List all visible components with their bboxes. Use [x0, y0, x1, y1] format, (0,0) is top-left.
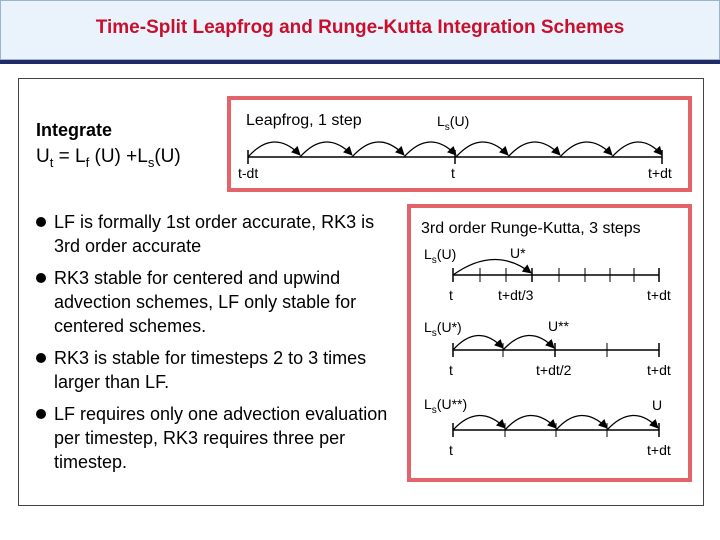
eq-s-sub: s — [147, 154, 155, 170]
leapfrog-ls-label: $L_s(U)$ — [437, 113, 470, 133]
rk3-stage3-tick-label: t — [449, 442, 453, 458]
rk3-stage1-result: U* — [510, 245, 526, 261]
eq-lhs: U — [36, 146, 50, 167]
rk3-stage2-tick-label: t — [449, 362, 453, 378]
rk3-stage3-result: U — [652, 397, 663, 413]
rk3-stage2-tick-label: t+dt — [647, 362, 671, 378]
leapfrog-tick-label: t+dt — [648, 165, 672, 181]
integrate-label: Integrate — [36, 120, 113, 140]
rk3-stage2-ls-label: $L_s(U*)$ — [424, 319, 462, 339]
bullet-item: RK3 is stable for timesteps 2 to 3 times larger than LF. — [30, 346, 402, 394]
leapfrog-tick-label: t — [451, 165, 455, 181]
bullet-item: LF is formally 1st order accurate, RK3 is 3rd order accurate — [30, 210, 402, 258]
rk3-stage2-tick-label: t+dt/2 — [536, 362, 572, 378]
bullet-item: RK3 stable for centered and upwind advection schemes, LF only stable for centered schemes. — [30, 266, 402, 338]
rk3-title: 3rd order Runge-Kutta, 3 steps — [421, 220, 641, 237]
rk3-stage3-tick-label: t+dt — [647, 442, 671, 458]
rk3-stage1-tick-label: t+dt — [647, 287, 671, 303]
rk3-stage2-result: U** — [548, 318, 570, 334]
rk3-stage1-ls-label: $L_s(U)$ — [424, 246, 457, 266]
bullet-item: LF requires only one advection evaluation per timestep, RK3 requires three per timestep. — [30, 402, 402, 474]
rk3-stage1-tick-label: t — [449, 287, 453, 303]
eq-mid: (U) +L — [89, 146, 148, 167]
eq-lhs-sub: t — [49, 154, 54, 170]
rk3-stage1-tick-label: t+dt/3 — [498, 287, 534, 303]
eq-f-sub: f — [85, 154, 90, 170]
slide-title: Time-Split Leapfrog and Runge-Kutta Integration Schemes — [95, 17, 625, 38]
leapfrog-title: Leapfrog, 1 step — [246, 112, 362, 129]
rk3-stage3-ls-label: $L_s(U**)$ — [424, 396, 468, 416]
eq-equals: = L — [53, 146, 86, 167]
eq-end: (U) — [154, 146, 181, 167]
leapfrog-tick-label: t-dt — [238, 165, 259, 181]
